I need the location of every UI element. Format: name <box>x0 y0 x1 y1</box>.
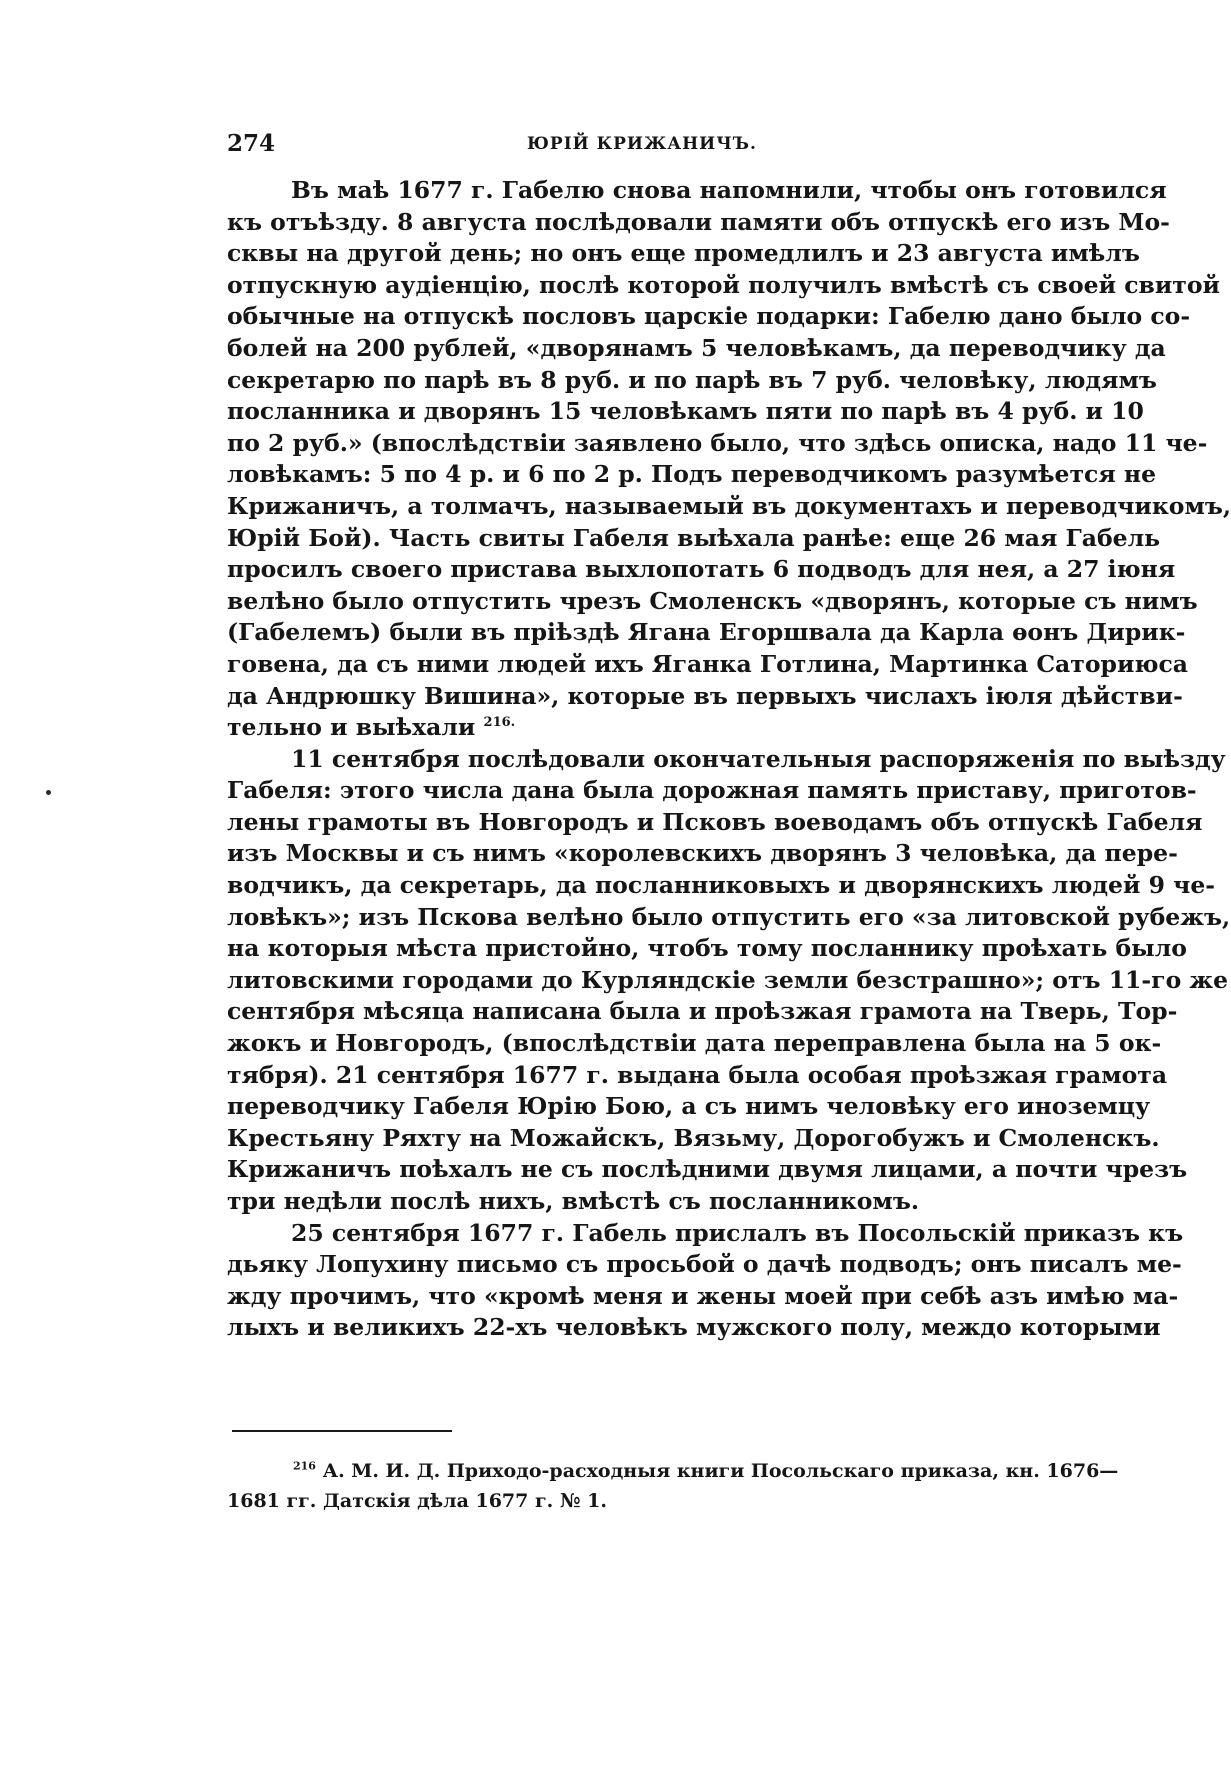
text-line: Крижаничъ поѣхалъ не съ послѣдними двумя лицами, а почти чрезъ <box>227 1155 1188 1184</box>
stray-ink-dot <box>46 790 51 795</box>
text-line: секретарю по парѣ въ 8 руб. и по парѣ въ 7 руб. человѣку, людямъ <box>227 365 1157 394</box>
text-line: водчикъ, да секретарь, да посланниковыхъ и дворянскихъ людей 9 че- <box>227 871 1216 900</box>
page-number: 274 <box>227 130 276 157</box>
text-line: да Андрюшку Вишина», которые въ первыхъ числахъ іюля дѣйстви- <box>227 681 1183 710</box>
text-line: Крестьяну Ряхту на Можайскъ, Вязьму, Дорогобужъ и Смоленскъ. <box>227 1123 1160 1152</box>
text-line: просилъ своего пристава выхлопотать 6 подводъ для нея, а 27 іюня <box>227 555 1176 584</box>
text-line: жду прочимъ, что «кромѣ меня и жены моей при себѣ азъ имѣю ма- <box>227 1281 1179 1310</box>
text-line: дьяку Лопухину письмо съ просьбой о дачѣ подводъ; онъ писалъ ме- <box>227 1250 1182 1279</box>
text-line: къ отъѣзду. 8 августа послѣдовали памяти объ отпускѣ его изъ Мо- <box>227 207 1170 236</box>
text-line: Въ маѣ 1677 г. Габелю снова напомнили, чтобы онъ готовился <box>291 176 1167 204</box>
text-line-content: тельно и выѣхали <box>227 713 476 742</box>
running-head <box>227 130 1057 160</box>
text-line: на которыя мѣста пристойно, чтобъ тому посланнику проѣхать было <box>227 934 1187 963</box>
footnote-reference: 216. <box>483 715 516 731</box>
footnote-marker: 216 <box>293 1459 316 1473</box>
footnote <box>227 1456 1119 1516</box>
text-line: изъ Москвы и съ нимъ «королевскихъ дворянъ 3 человѣка, да пере- <box>227 839 1178 868</box>
text-line: 25 сентября 1677 г. Габель прислалъ въ Посольскій приказъ къ <box>291 1218 1184 1247</box>
text-line-with-footnote <box>227 712 1057 744</box>
text-line: ловѣкъ»; изъ Пскова велѣно было отпустить его «за литовской рубежъ, <box>227 902 1231 931</box>
text-line: 11 сентября послѣдовали окончательныя распоряженія по выѣзду <box>291 744 1226 773</box>
text-line: жокъ и Новгородъ, (впослѣдствіи дата переправлена была на 5 ок- <box>227 1029 1162 1058</box>
footnote-text: А. М. И. Д. Приходо-расходныя книги Посольскаго приказа, кн. 1676— <box>322 1460 1119 1482</box>
text-line: посланника и дворянъ 15 человѣкамъ пяти по парѣ въ 4 руб. и 10 <box>227 397 1144 426</box>
footnote-line <box>227 1456 1119 1486</box>
text-line: обычные на отпускѣ пословъ царскіе подарки: Габелю дано было со- <box>227 302 1191 331</box>
text-line: сквы на другой день; но онъ еще промедлилъ и 23 августа имѣлъ <box>227 239 1140 268</box>
footnote-line: 1681 гг. Датскія дѣла 1677 г. № 1. <box>227 1490 607 1512</box>
text-line: Юрій Бой). Часть свиты Габеля выѣхала ранѣе: еще 26 мая Габель <box>227 523 1161 552</box>
text-line: тября). 21 сентября 1677 г. выдана была особая проѣзжая грамота <box>227 1060 1168 1089</box>
text-line: переводчику Габеля Юрію Бою, а съ нимъ человѣку его иноземцу <box>227 1092 1151 1121</box>
text-line: литовскими городами до Курляндскіе земли безстрашно»; отъ 11-го же <box>227 965 1229 994</box>
text-line: три недѣли послѣ нихъ, вмѣстѣ съ посланникомъ. <box>227 1187 920 1215</box>
text-line: по 2 руб.» (впослѣдствіи заявлено было, что здѣсь описка, надо 11 че- <box>227 428 1208 457</box>
body-text <box>227 175 1231 1344</box>
text-line: (Габелемъ) были въ пріѣздѣ Ягана Егоршвала да Карла ѳонъ Дирик- <box>227 618 1186 647</box>
text-line: Крижаничъ, а толмачъ, называемый въ документахъ и переводчикомъ, <box>227 491 1231 520</box>
text-line: болей на 200 рублей, «дворянамъ 5 человѣкамъ, да переводчику да <box>227 333 1166 362</box>
footnote-divider <box>232 1430 452 1432</box>
text-line: сентября мѣсяца написана была и проѣзжая грамота на Тверь, Тор- <box>227 997 1178 1026</box>
text-line: говена, да съ ними людей ихъ Яганка Готлина, Мартинка Саториюса <box>227 649 1189 678</box>
text-line: отпускную аудіенцію, послѣ которой получилъ вмѣстѣ съ своей свитой <box>227 270 1220 299</box>
text-line: лыхъ и великихъ 22-хъ человѣкъ мужского полу, междо которыми <box>227 1313 1161 1342</box>
text-line: лены грамоты въ Новгородъ и Псковъ воеводамъ объ отпускѣ Габеля <box>227 807 1203 836</box>
running-title: ЮРІЙ КРИЖАНИЧЪ. <box>527 134 757 154</box>
text-line: ловѣкамъ: 5 по 4 р. и 6 по 2 р. Подъ переводчикомъ разумѣется не <box>227 460 1157 489</box>
text-line: Габеля: этого числа дана была дорожная память приставу, приготов- <box>227 776 1197 805</box>
text-line: велѣно было отпустить чрезъ Смоленскъ «дворянъ, которые съ нимъ <box>227 586 1198 615</box>
